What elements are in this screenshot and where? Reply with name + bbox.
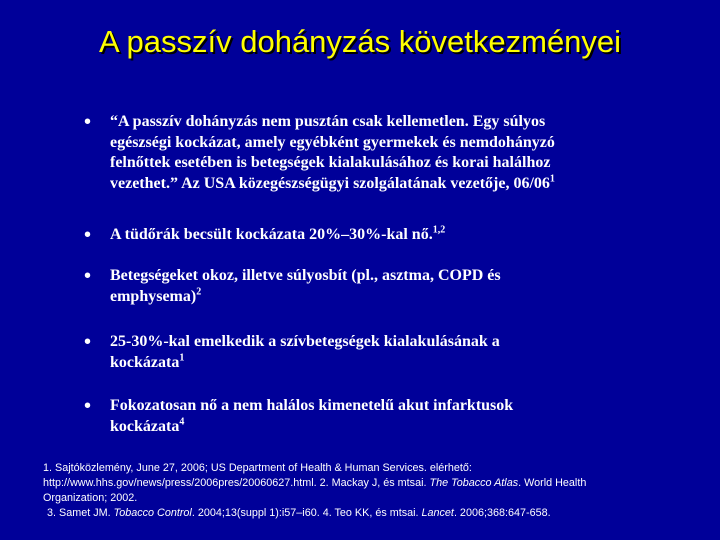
- reference-text: Organization; 2002.: [43, 492, 138, 504]
- reference-text: . 2006;368:647-658.: [453, 507, 551, 519]
- bullet-text: [110, 112, 670, 194]
- reference-text: 1. Sajtóközlemény, June 27, 2006; US Department of Health & Human Services. elérhető:: [43, 462, 472, 474]
- reference-line: [43, 506, 683, 521]
- bullet-line: Betegségeket okoz, illetve súlyosbít (pl., asztma, COPD és: [110, 267, 501, 284]
- citation-superscript: 1: [179, 352, 185, 364]
- reference-line: [43, 476, 683, 491]
- bullet-icon: •: [84, 111, 92, 133]
- reference-journal: The Tobacco Atlas: [429, 477, 519, 489]
- reference-text: . 2004;13(suppl 1):i57–i60. 4. Teo KK, és mtsai.: [191, 507, 422, 519]
- bullet-text: [110, 266, 670, 307]
- reference-text: . World Health: [518, 477, 587, 489]
- reference-journal: Lancet: [421, 507, 454, 519]
- bullet-line: emphysema): [110, 287, 197, 305]
- reference-journal: Tobacco Control: [113, 507, 192, 519]
- bullet-text: [110, 396, 670, 437]
- bullet-line: “A passzív dohányzás nem pusztán csak kellemetlen. Egy súlyos: [110, 113, 546, 130]
- bullet-icon: •: [84, 224, 92, 246]
- citation-superscript: 2: [196, 286, 202, 298]
- citation-superscript: 1,2: [432, 224, 446, 236]
- bullet-text: [110, 332, 670, 373]
- reference-line: [43, 461, 683, 476]
- bullet-line: kockázata: [110, 353, 180, 371]
- bullet-icon: •: [84, 395, 92, 417]
- bullet-line: kockázata: [110, 417, 180, 435]
- bullet-text: [110, 225, 670, 246]
- bullet-line: vezethet.” Az USA közegészségügyi szolgálatának vezetője, 06/06: [110, 174, 550, 192]
- citation-superscript: 4: [179, 416, 185, 428]
- bullet-line: felnőttek esetében is betegségek kialakulásához és korai halálhoz: [110, 154, 551, 171]
- reference-line: [43, 491, 683, 506]
- reference-text: 3. Samet JM.: [47, 507, 114, 519]
- citation-superscript: 1: [549, 173, 555, 185]
- bullet-line: A tüdőrák becsült kockázata 20%–30%-kal nő.: [110, 226, 433, 243]
- bullet-line: egészségi kockázat, amely egyébként gyermekek és nemdohányzó: [110, 133, 555, 151]
- bullet-icon: •: [84, 331, 92, 353]
- slide-title: A passzív dohányzás következményei: [98, 24, 622, 59]
- bullet-line: Fokozatosan nő a nem halálos kimenetelű akut infarktusok: [110, 397, 514, 414]
- bullet-icon: •: [84, 265, 92, 287]
- bullet-line: 25-30%-kal emelkedik a szívbetegségek kialakulásának a: [110, 333, 500, 350]
- references: [43, 461, 683, 521]
- reference-text: http://www.hhs.gov/news/press/2006pres/20060627.html. 2. Mackay J, és mtsai.: [43, 477, 430, 489]
